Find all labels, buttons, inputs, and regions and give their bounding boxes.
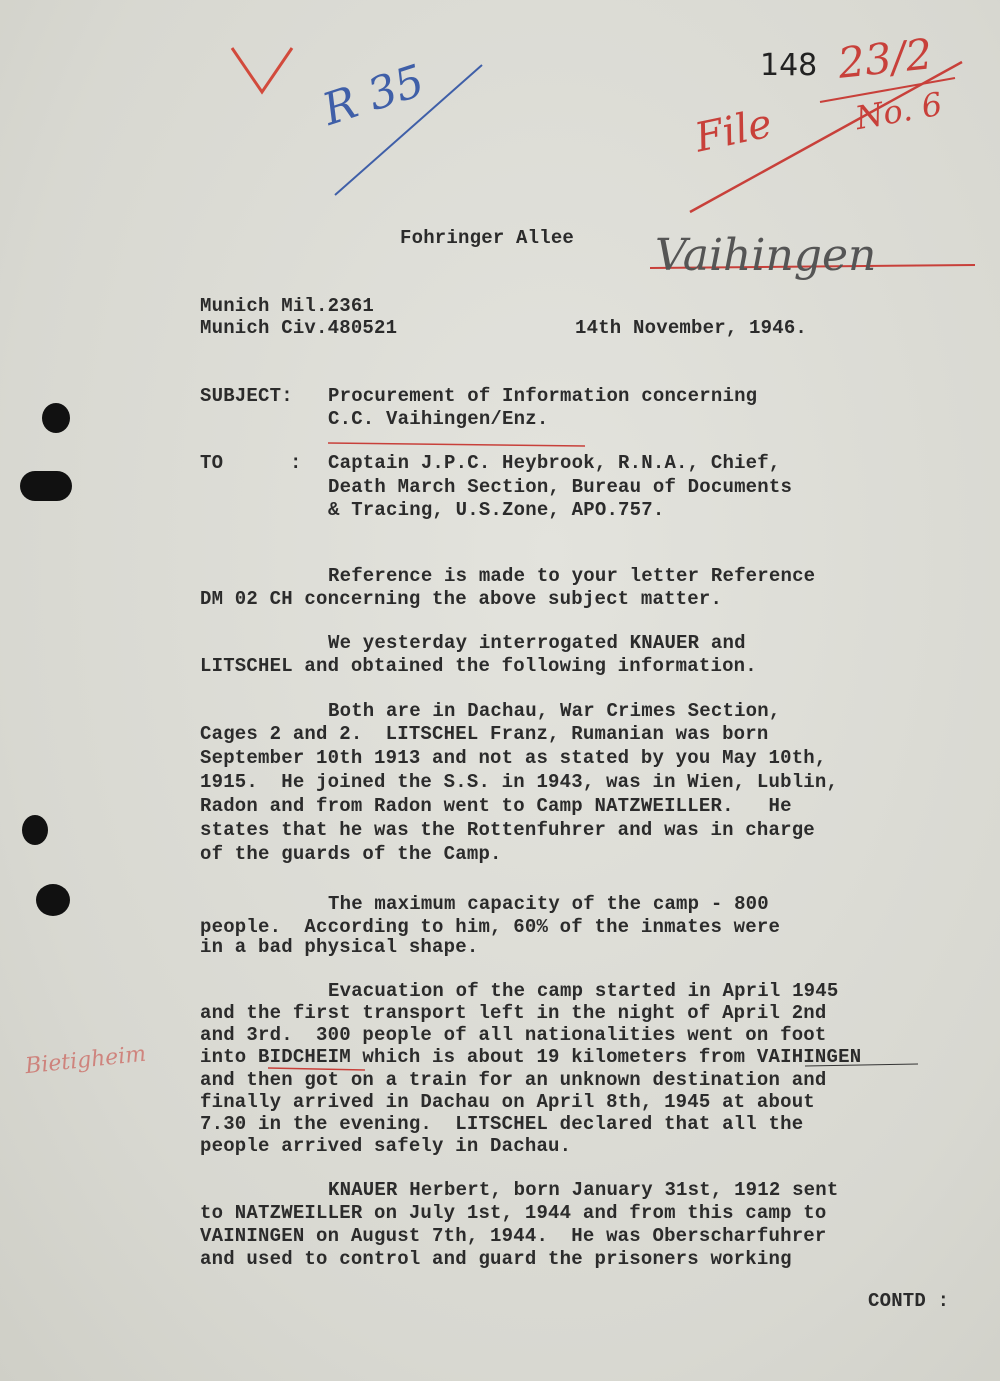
punch-hole-2 xyxy=(20,471,72,501)
address: Fohringer Allee xyxy=(400,227,575,249)
body-line: into BIDCHEIM which is about 19 kilometers from VAIHINGEN xyxy=(200,1046,862,1068)
body-line: VAININGEN on August 7th, 1944. He was Oberscharfuhrer xyxy=(200,1225,827,1247)
to-line: Death March Section, Bureau of Documents xyxy=(328,476,793,498)
body-line: Both are in Dachau, War Crimes Section, xyxy=(328,700,781,722)
punch-hole-4 xyxy=(36,884,70,916)
margin-note: Bietigheim xyxy=(24,1041,148,1080)
body-line: and the first transport left in the night of April 2nd xyxy=(200,1002,827,1024)
file-ref: 23/2 xyxy=(835,29,935,88)
punch-hole-1 xyxy=(42,403,70,433)
file-sub: No. 6 xyxy=(852,84,946,138)
body-line: Cages 2 and 2. LITSCHEL Franz, Rumanian was born xyxy=(200,723,769,745)
subject-underline xyxy=(328,443,585,446)
place-name: Vaihingen xyxy=(655,230,877,281)
body-line: to NATZWEILLER on July 1st, 1944 and from this camp to xyxy=(200,1202,827,1224)
body-line: KNAUER Herbert, born January 31st, 1912 sent xyxy=(328,1179,839,1201)
body-line: in a bad physical shape. xyxy=(200,936,479,958)
body-line: of the guards of the Camp. xyxy=(200,843,502,865)
body-line: and 3rd. 300 people of all nationalities went on foot xyxy=(200,1024,827,1046)
body-line: 1915. He joined the S.S. in 1943, was in Wien, Lublin, xyxy=(200,771,839,793)
body-line: LITSCHEL and obtained the following information. xyxy=(200,655,757,677)
contd-marker: CONTD : xyxy=(868,1290,950,1312)
subject-line: Procurement of Information concerning xyxy=(328,385,758,407)
to-label: TO xyxy=(200,452,224,474)
body-line: We yesterday interrogated KNAUER and xyxy=(328,632,746,654)
body-line: finally arrived in Dachau on April 8th, 1945 at about xyxy=(200,1091,815,1113)
body-line: people arrived safely in Dachau. xyxy=(200,1135,572,1157)
body-line: September 10th 1913 and not as stated by you May 10th, xyxy=(200,747,827,769)
stamp-number: 148 xyxy=(760,48,818,83)
body-line: and then got on a train for an unknown destination and xyxy=(200,1069,827,1091)
to-line: & Tracing, U.S.Zone, APO.757. xyxy=(328,499,665,521)
body-line: DM 02 CH concerning the above subject matter. xyxy=(200,588,723,610)
subject-label: SUBJECT: xyxy=(200,385,293,407)
body-line: Evacuation of the camp started in April 1945 xyxy=(328,980,839,1002)
letter-date: 14th November, 1946. xyxy=(575,317,808,339)
body-line: The maximum capacity of the camp - 800 xyxy=(328,893,769,915)
to-colon: : xyxy=(290,452,302,474)
body-line: states that he was the Rottenfuhrer and was in charge xyxy=(200,819,815,841)
body-line: people. According to him, 60% of the inmates were xyxy=(200,916,781,938)
body-line: Reference is made to your letter Reference xyxy=(328,565,816,587)
body-line: and used to control and guard the prisoners working xyxy=(200,1248,792,1270)
subject-line: C.C. Vaihingen/Enz. xyxy=(328,408,549,430)
phone-mil: Munich Mil.2361 xyxy=(200,295,375,317)
ref-handwritten: R 35 xyxy=(316,55,431,136)
check-mark-stroke xyxy=(232,48,292,92)
punch-hole-3 xyxy=(22,815,48,845)
body-line: 7.30 in the evening. LITSCHEL declared that all the xyxy=(200,1113,804,1135)
to-line: Captain J.P.C. Heybrook, R.N.A., Chief, xyxy=(328,452,781,474)
file-label: File xyxy=(691,100,776,162)
phone-civ: Munich Civ.480521 xyxy=(200,317,398,339)
body-line: Radon and from Radon went to Camp NATZWEILLER. He xyxy=(200,795,792,817)
